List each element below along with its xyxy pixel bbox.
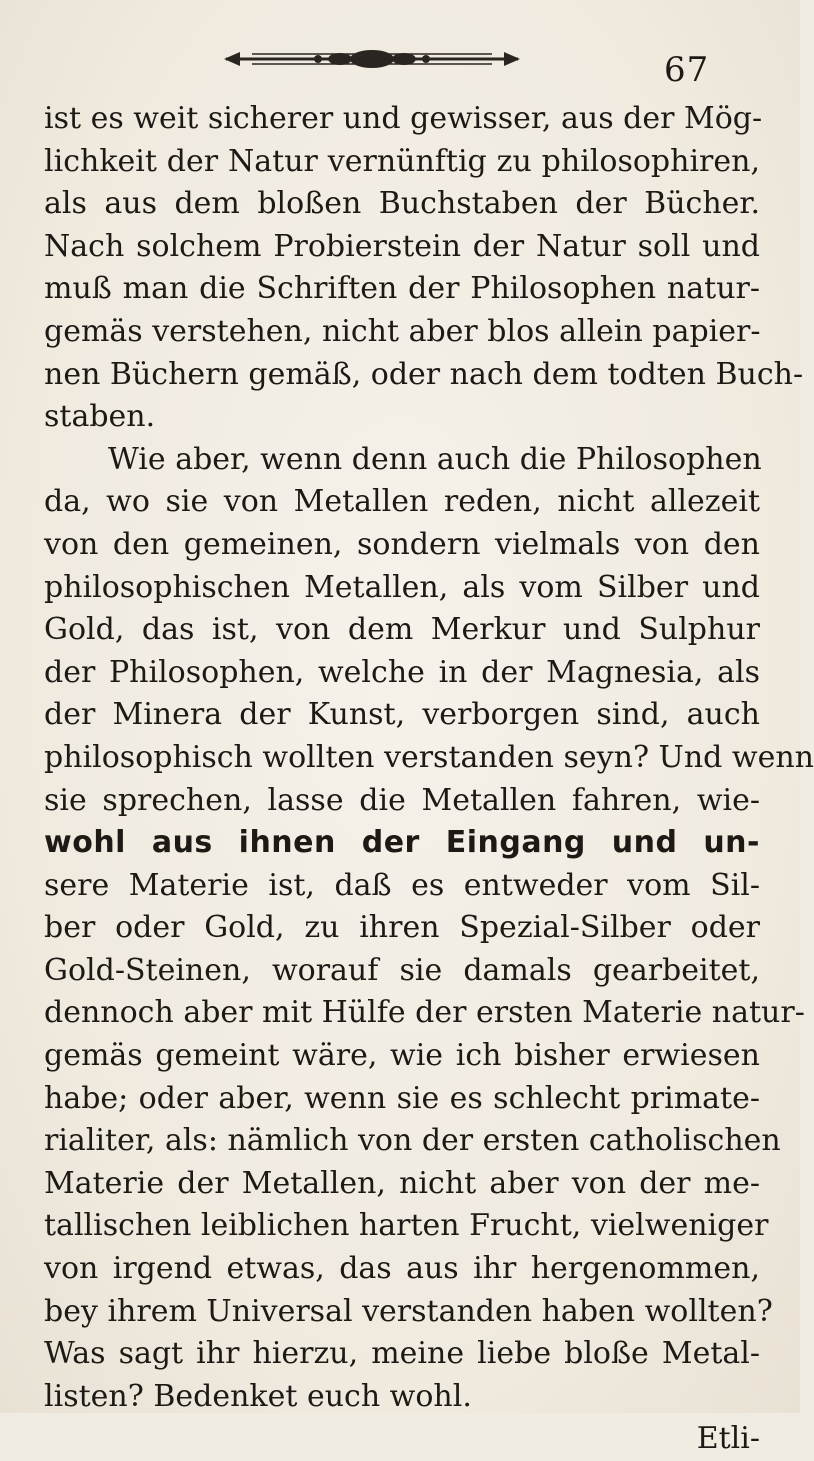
text-line: Nach solchem Probierstein der Natur soll und (44, 228, 760, 264)
text-line: der Philosophen, welche in der Magnesia, als (44, 654, 760, 690)
text-line: der Minera der Kunst, verborgen sind, auch (44, 697, 760, 733)
text-line: gemäs verstehen, nicht aber blos allein papier- (44, 313, 761, 349)
text-line: rialiter, als: nämlich von der ersten catholischen (44, 1123, 781, 1159)
text-line: da, wo sie von Metallen reden, nicht allezeit (44, 484, 760, 520)
text-line: Gold-Steinen, worauf sie damals gearbeitet, (44, 952, 760, 988)
text-line: ber oder Gold, zu ihren Spezial-Silber oder (44, 910, 760, 946)
text-line: sie sprechen, lasse die Metallen fahren, wie- (44, 782, 760, 818)
text-line: tallischen leiblichen harten Frucht, vielweniger (44, 1208, 769, 1244)
text-line: Was sagt ihr hierzu, meine liebe bloße Metal- (44, 1336, 760, 1372)
text-line: muß man die Schriften der Philosophen natur- (44, 271, 760, 307)
text-line: ist es weit sicherer und gewisser, aus der Mög- (44, 101, 763, 136)
text-line: Materie der Metallen, nicht aber von der me- (44, 1165, 760, 1201)
text-line: lichkeit der Natur vernünftig zu philosophiren, (44, 143, 760, 179)
paragraph-start-line: Wie aber, wenn denn auch die Philosophen (108, 441, 762, 477)
text-line: Gold, das ist, von dem Merkur und Sulphur (44, 612, 760, 648)
text-line: bey ihrem Universal verstanden haben wollten? (44, 1293, 773, 1329)
text-line: sere Materie ist, daß es entweder vom Sil- (44, 867, 760, 903)
body-text (44, 98, 814, 1461)
page-number: 67 (664, 50, 710, 90)
emphasized-text-line: wohl aus ihnen der Eingang und un- (44, 825, 760, 861)
text-line: philosophischen Metallen, als vom Silber und (44, 569, 760, 605)
text-line: habe; oder aber, wenn sie es schlecht primate- (44, 1080, 760, 1116)
text-line: staben. (44, 399, 156, 435)
text-line: von irgend etwas, das aus ihr hergenommen, (44, 1251, 760, 1287)
text-line: von den gemeinen, sondern vielmals von den (44, 526, 760, 562)
text-line: gemäs gemeint wäre, wie ich bisher erwiesen (44, 1038, 760, 1074)
catchword: Etli- (696, 1421, 760, 1457)
text-line: als aus dem bloßen Buchstaben der Bücher. (44, 186, 760, 222)
header-ornament (222, 46, 522, 68)
text-line: dennoch aber mit Hülfe der ersten Materie natur- (44, 995, 805, 1031)
text-line: nen Büchern gemäß, oder nach dem todten Buch- (44, 356, 804, 392)
text-line: philosophisch wollten verstanden seyn? Und wenn (44, 739, 814, 775)
text-line: listen? Bedenket euch wohl. (44, 1378, 472, 1414)
